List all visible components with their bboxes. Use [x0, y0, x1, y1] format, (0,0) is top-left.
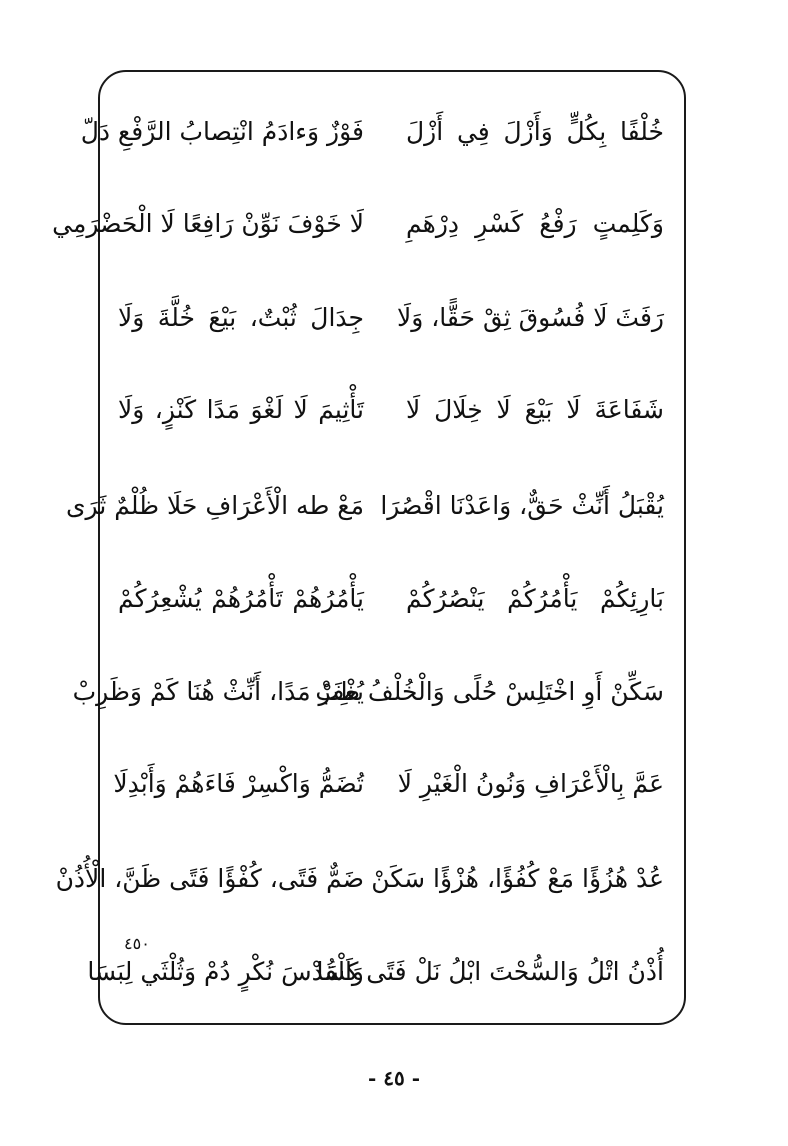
verse-line [80, 102, 684, 162]
verse-second-half: يُغْفَرْ مَدًا، أَنِّثْ هُنَا كَمْ وَظَرِبْ [72, 677, 364, 706]
verse-second-half: ضَمٌّ فَتًى، كُفْؤًا فَتًى ظَنَّ، الْأُذُنْ [55, 864, 364, 893]
verse-line [72, 662, 684, 722]
verse-second-half: تَأْثِيمَ لَا لَغْوَ مَدًا كَنْزٍ، وَلَا [118, 395, 364, 424]
verse-first-half: بَارِئِكُمْ يَأْمُرُكُمْ يَنْصُرُكُمْ [406, 584, 664, 613]
verse-second-half: تُضَمُّ وَاكْسِرْ فَاءَهُمْ وَأَبْدِلَا [113, 769, 364, 798]
verse-second-half: وَالْقُدْسَ نُكْرٍ دُمْ وَثُلْثَي لِبَسَا [87, 957, 364, 986]
page-number: - ٤٥ - [367, 1066, 420, 1090]
verse-first-half: عَمَّ بِالْأَعْرَافِ وَنُونُ الْغَيْرِ لَا [397, 769, 664, 798]
text-frame [52, 70, 686, 1025]
verse-first-half: أُذْنُ اتْلُ وَالسُّحْتَ ابْلُ نَلْ فَتًى كَسَا [316, 957, 664, 986]
verse-second-half: لَا خَوْفَ نَوِّنْ رَافِعًا لَا الْحَضْرَمِي [52, 209, 364, 238]
verse-first-half: رَفَثَ لَا فُسُوقَ ثِقْ حَقًّا، وَلَا [396, 303, 664, 332]
verse-line [100, 380, 684, 440]
verse-first-half: خُلْفًا بِكُلٍّ وَأَزْلَ فِي أَزْلَ [406, 117, 664, 146]
verse-line [65, 476, 684, 536]
verse-first-half: شَفَاعَةَ لَا بَيْعَ لَا خِلَالَ لَا [406, 395, 664, 424]
verse-second-half: جِدَالَ ثُبْتٌ، بَيْعَ خُلَّةَ وَلَا [118, 303, 364, 332]
verse-line [100, 569, 684, 629]
verse-first-half: وَكَلِمتٍ رَفْعُ كَسْرِ دِرْهَمِ [406, 209, 664, 238]
verse-second-half: فَوْزٌ وَءادَمُ انْتِصابُ الرَّفْعِ دَلّ [80, 117, 364, 146]
verse-line [87, 942, 684, 1002]
verse-line [52, 194, 684, 254]
verse-line [55, 849, 684, 909]
verse-line [100, 288, 684, 348]
verse-second-half: مَعْ طه الْأَعْرَافِ حَلَا ظُلْمٌ ثَرَى [65, 491, 364, 520]
verse-first-half: سَكِّنْ أَوِ اخْتَلِسْ حُلًى وَالْخُلْفُ طِبْ [315, 677, 664, 706]
verse-first-half: يُقْبَلُ أَنِّثْ حَقٌّ، وَاعَدْنَا اقْصُرَا [380, 491, 664, 520]
verse-number: ٤٥٠ [124, 934, 150, 953]
verse-second-half: يَأْمُرُهُمْ تَأْمُرُهُمْ يُشْعِرُكُمْ [118, 584, 364, 613]
verse-first-half: عُدْ هُزُؤًا مَعْ كُفُؤًا، هُزْؤًا سَكَنْ [371, 864, 664, 893]
verse-line [100, 754, 684, 814]
